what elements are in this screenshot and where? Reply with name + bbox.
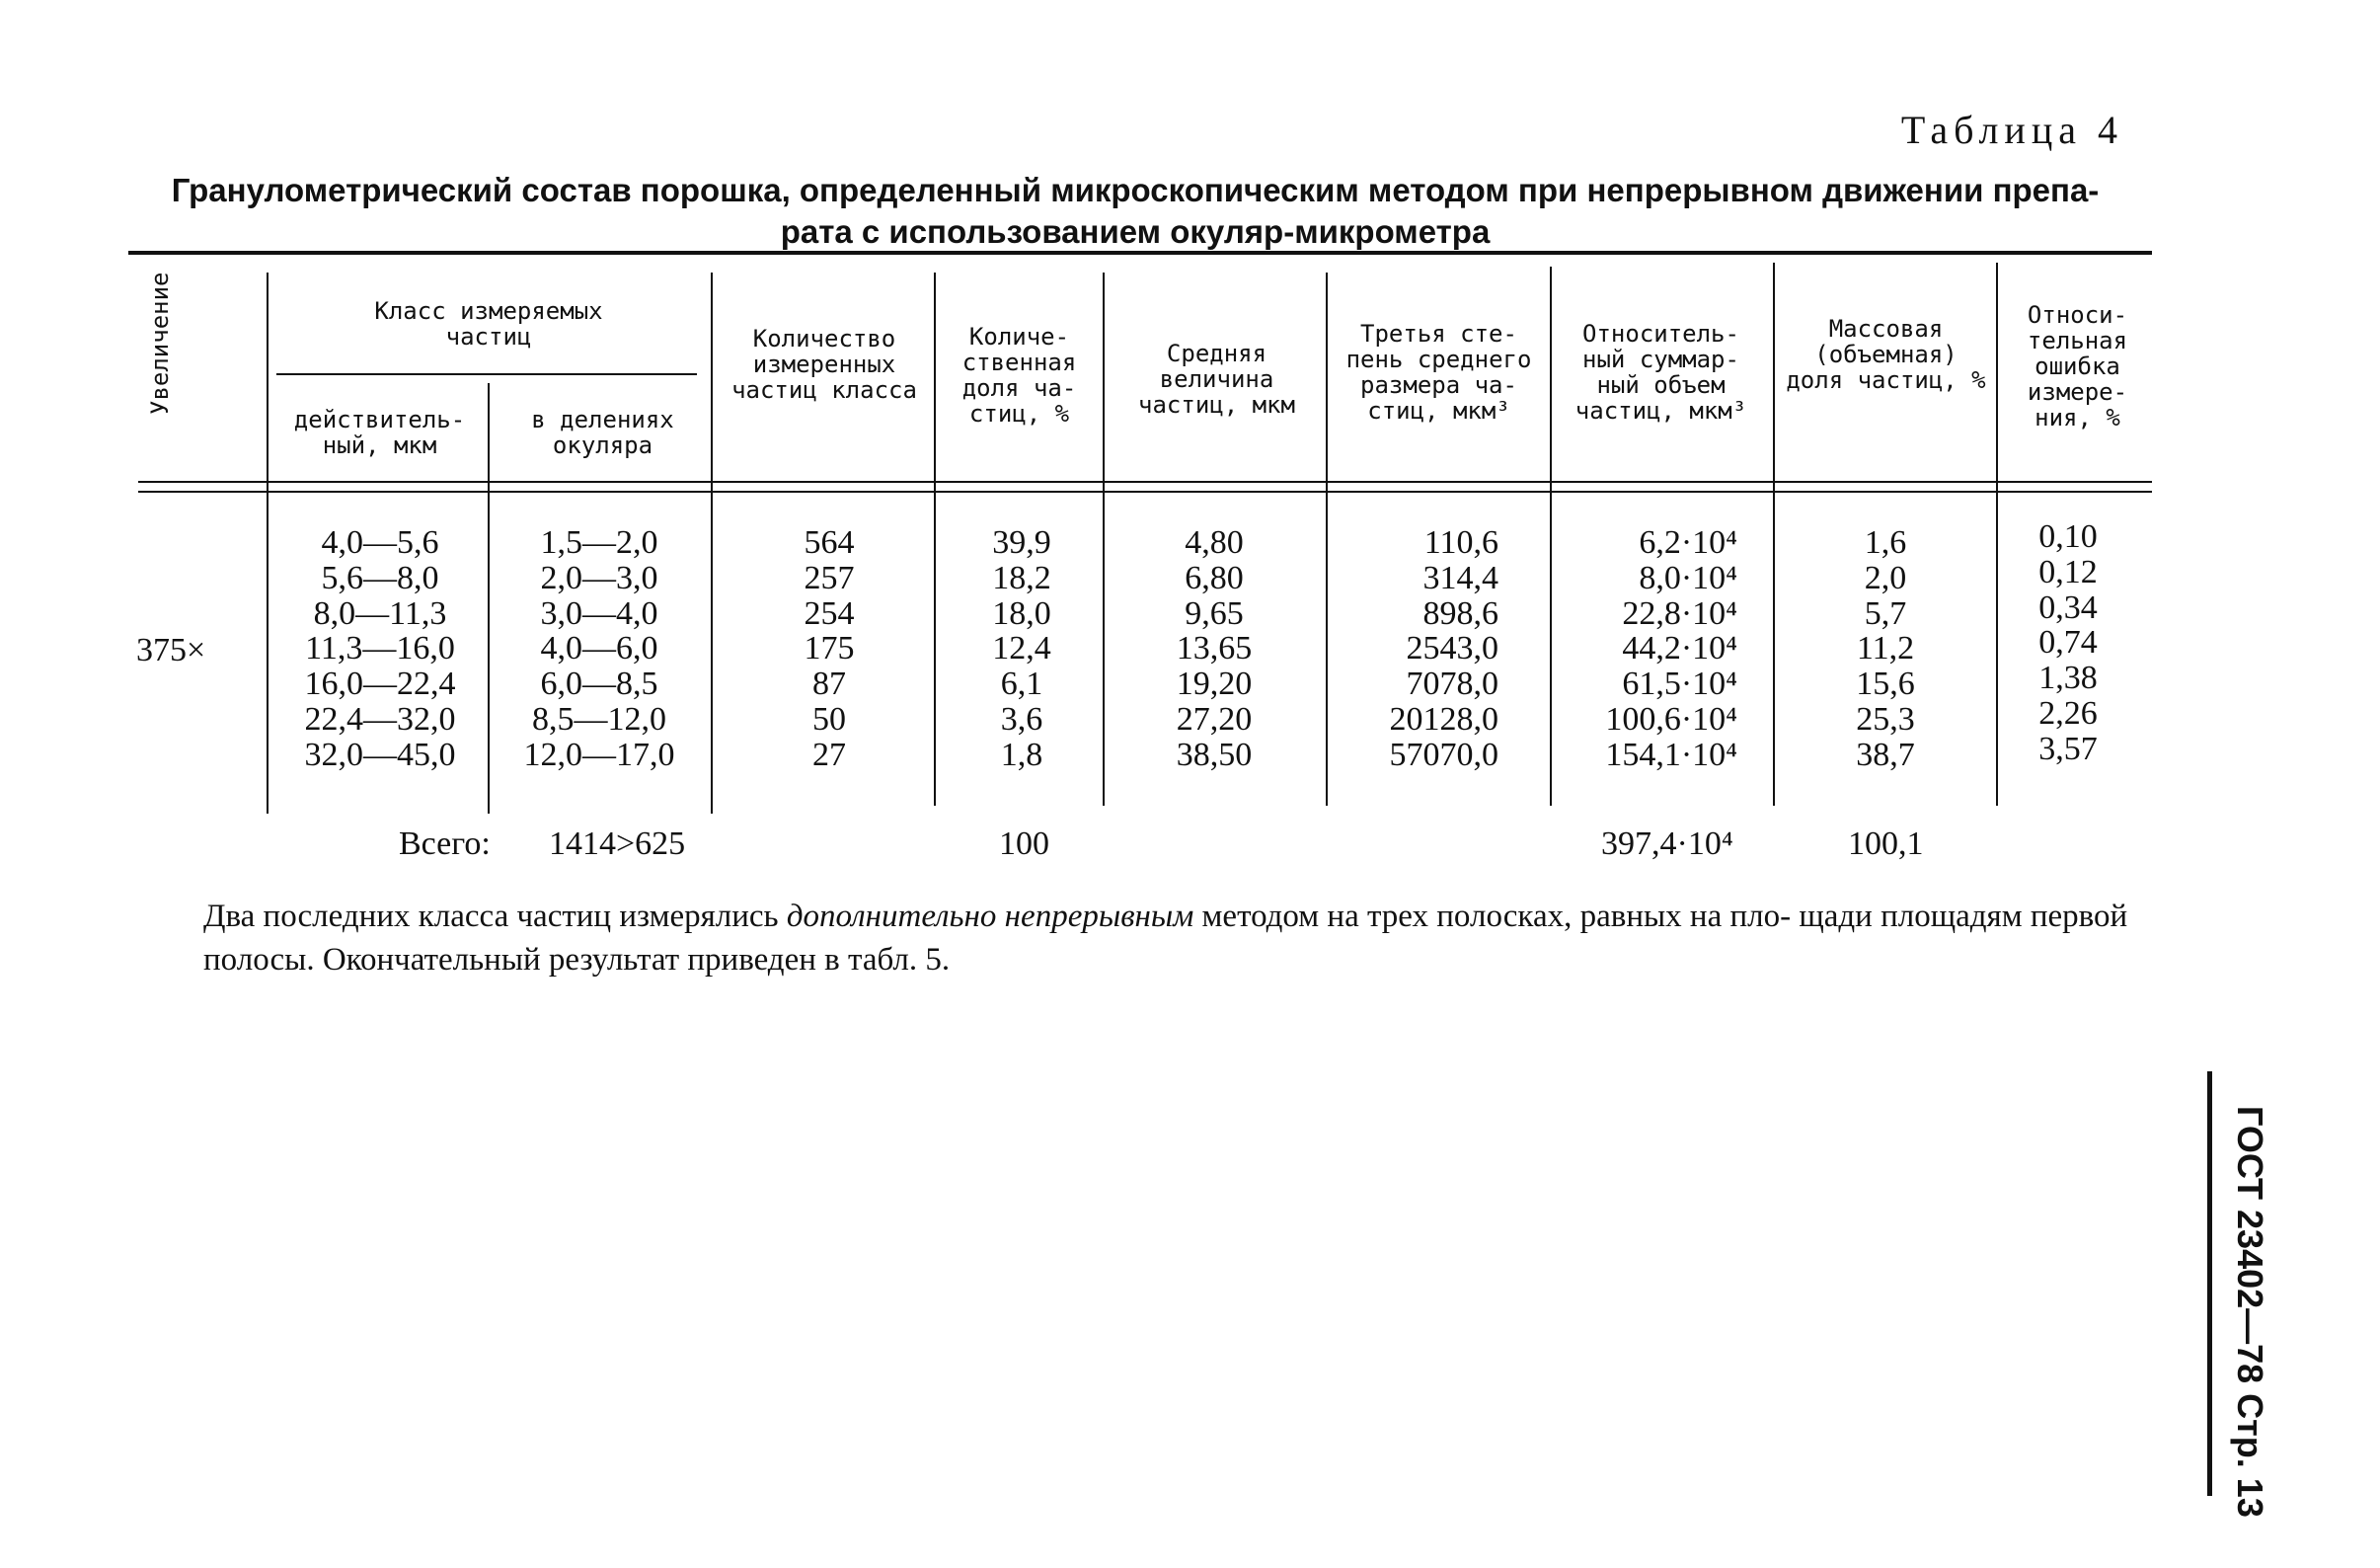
column-mass-share	[1826, 525, 1945, 773]
table-cell: 25,3	[1856, 700, 1915, 738]
table-cell: 38,7	[1856, 736, 1915, 773]
header-mass-share: Массовая (объемная) доля частиц, %	[1786, 315, 1986, 394]
vline-1	[267, 273, 269, 814]
table-cell: 1,6	[1864, 524, 1907, 561]
table-cell: 4,80	[1185, 524, 1244, 561]
note-text-1: Два последних класса частиц измерялись	[203, 899, 787, 934]
total-label: Всего:	[399, 825, 491, 862]
column-count-share	[962, 525, 1081, 773]
note-paragraph	[203, 895, 2144, 981]
table-cell: 0,12	[2038, 553, 2098, 590]
header-count-share: Количе- ственная доля ча- стиц, %	[961, 323, 1077, 428]
total-mass-share: 100,1	[1848, 825, 1924, 862]
table-cell: 57070,0	[1389, 736, 1498, 773]
header-rel-error: Относи- тельная ошибка измере- ния, %	[2027, 301, 2128, 431]
table-cell: 5,6—8,0	[321, 559, 439, 596]
table-cell: 898,6	[1422, 594, 1498, 632]
table-cell: 175	[804, 630, 855, 667]
table-cell: 100,6·10⁴	[1605, 700, 1737, 738]
table-cell: 8,0·10⁴	[1639, 559, 1737, 596]
caption-line-1: Гранулометрический состав порошка, определенный микроскопическим методом при непрерывном движении препа-	[171, 172, 2100, 208]
table-cell: 9,65	[1185, 594, 1244, 632]
table-cell: 154,1·10⁴	[1605, 736, 1737, 773]
table-cell: 13,65	[1176, 630, 1253, 667]
page-side-label: ГОСТ 23402—78 Стр. 13	[2230, 1106, 2270, 1518]
vline-6	[1326, 273, 1328, 806]
vline-8	[1773, 263, 1775, 806]
table-cell: 87	[812, 666, 846, 703]
side-rule	[2207, 1071, 2212, 1496]
column-cube-mean	[1343, 525, 1498, 773]
header-eyepiece: в делениях окуляра	[531, 406, 674, 459]
subheader-rule	[276, 373, 697, 375]
table-cell: 19,20	[1176, 666, 1253, 703]
table-cell: 12,0—17,0	[523, 736, 675, 773]
column-rel-volume	[1560, 525, 1737, 773]
total-rel-volume: 397,4·10⁴	[1601, 825, 1733, 862]
note-text-2: методом на трех полосках, равных на пло- щади площадям первой полосы. Окончательный результат приведен в табл. 5.	[203, 899, 2128, 978]
table-cell: 254	[804, 594, 855, 632]
table-cell: 32,0—45,0	[304, 736, 456, 773]
vline-3	[711, 273, 713, 814]
table-cell: 0,34	[2038, 588, 2098, 626]
table-cell: 1,8	[1000, 736, 1043, 773]
column-count	[770, 525, 888, 773]
header-count: Количество измеренных частиц класса	[731, 325, 917, 404]
vline-2	[488, 383, 490, 814]
table-cell: 2,0—3,0	[540, 559, 658, 596]
table-cell: 44,2·10⁴	[1622, 630, 1737, 667]
table-cell: 20128,0	[1389, 700, 1498, 738]
table-cell: 314,4	[1422, 559, 1498, 596]
table-cell: 8,5—12,0	[532, 700, 666, 738]
table-cell: 4,0—5,6	[321, 524, 439, 561]
table-cell: 4,0—6,0	[540, 630, 658, 667]
table-cell: 7078,0	[1406, 666, 1498, 703]
table-cell: 2,0	[1864, 559, 1907, 596]
table-caption	[128, 170, 2142, 253]
header-magnification: Увеличение	[146, 272, 174, 415]
table-cell: 12,4	[992, 630, 1051, 667]
magnification-value: 375×	[136, 632, 206, 668]
table-cell: 27,20	[1176, 700, 1253, 738]
total-count-share: 100	[999, 825, 1049, 862]
vline-4	[934, 273, 936, 806]
table-cell: 2,26	[2038, 694, 2098, 732]
table-cell: 2543,0	[1406, 630, 1498, 667]
header-bottom-rule-2	[138, 491, 2152, 493]
table-cell: 6,1	[1000, 666, 1043, 703]
vline-9	[1996, 263, 1998, 806]
table-cell: 3,6	[1000, 700, 1043, 738]
table-cell: 3,0—4,0	[540, 594, 658, 632]
vline-5	[1103, 273, 1105, 806]
table-label: Таблица 4	[1900, 108, 2123, 152]
table-cell: 1,38	[2038, 660, 2098, 697]
table-cell: 110,6	[1423, 524, 1498, 561]
table-cell: 18,0	[992, 594, 1051, 632]
header-mean-size: Средняя величина частиц, мкм	[1138, 340, 1295, 419]
note-emphasis: дополнительно непрерывным	[786, 899, 1194, 934]
table-cell: 3,57	[2038, 730, 2098, 767]
table-cell: 18,2	[992, 559, 1051, 596]
table-cell: 6,80	[1185, 559, 1244, 596]
header-cube-mean: Третья сте- пень среднего размера ча- стиц, мкм³	[1345, 320, 1532, 425]
header-bottom-rule-1	[138, 481, 2152, 483]
column-rel-error	[2014, 519, 2122, 767]
table-cell: 11,3—16,0	[305, 630, 455, 667]
table-top-rule	[128, 251, 2152, 255]
table-cell: 6,0—8,5	[540, 666, 658, 703]
column-mean-size	[1145, 525, 1283, 773]
table-cell: 5,7	[1864, 594, 1907, 632]
table-cell: 22,4—32,0	[304, 700, 456, 738]
table-cell: 61,5·10⁴	[1622, 666, 1737, 703]
table-cell: 0,10	[2038, 518, 2098, 555]
total-count: 1414>625	[549, 825, 686, 862]
table-cell: 16,0—22,4	[304, 666, 456, 703]
table-cell: 38,50	[1176, 736, 1253, 773]
vline-7	[1550, 267, 1552, 806]
table-cell: 15,6	[1856, 666, 1915, 703]
table-cell: 50	[812, 700, 846, 738]
table-cell: 22,8·10⁴	[1622, 594, 1737, 632]
table-cell: 6,2·10⁴	[1639, 524, 1737, 561]
table-cell: 257	[804, 559, 855, 596]
header-class-group: Класс измеряемых частиц	[374, 297, 603, 351]
header-rel-volume: Относитель- ный суммар- ный объем частиц, мкм³	[1574, 320, 1747, 425]
table-cell: 564	[804, 524, 855, 561]
table-cell: 39,9	[992, 524, 1051, 561]
column-actual	[286, 525, 474, 773]
column-eyepiece	[505, 525, 693, 773]
header-actual: действитель- ный, мкм	[293, 406, 466, 459]
table-cell: 1,5—2,0	[540, 524, 658, 561]
table-cell: 27	[812, 736, 846, 773]
table-cell: 0,74	[2038, 624, 2098, 662]
table-cell: 11,2	[1856, 630, 1915, 667]
caption-line-2: рата с использованием окуляр-микрометра	[780, 213, 1491, 250]
table-cell: 8,0—11,3	[313, 594, 447, 632]
